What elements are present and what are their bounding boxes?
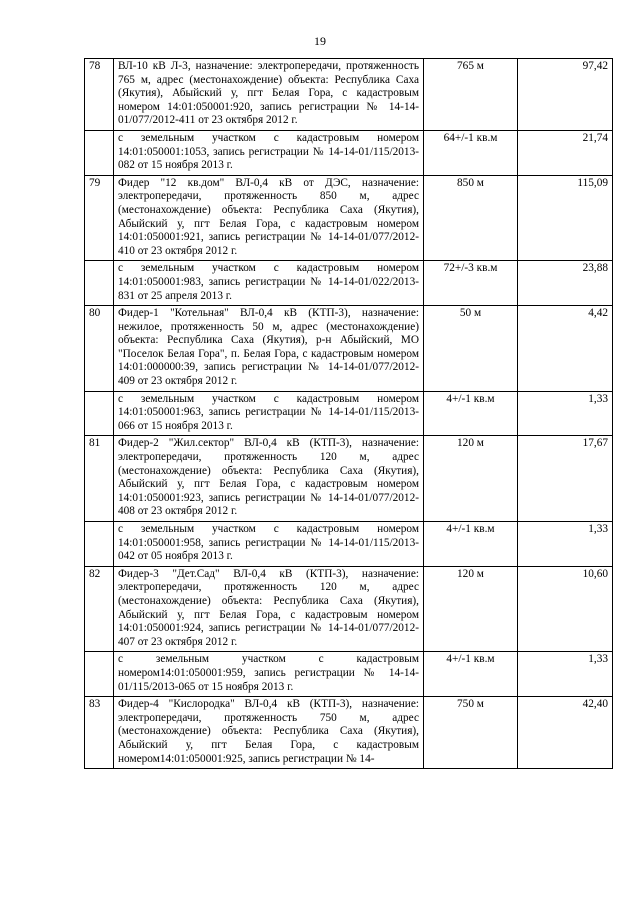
row-number: 81: [85, 436, 114, 522]
object-value: 17,67: [518, 436, 613, 522]
table-row: [85, 391, 613, 436]
land-plot-value: 23,88: [518, 261, 613, 306]
land-plot-size: 4+/-1 кв.м: [424, 652, 518, 697]
row-number: 82: [85, 566, 114, 652]
table-row: [85, 566, 613, 652]
land-plot-description: с земельным участком с кадастровым номером14:01:050001:959, запись регистрации № 14-14-01/115/2013-065 от 15 ноября 2013 г.: [114, 652, 424, 697]
object-description: Фидер-3 "Дет.Сад" ВЛ-0,4 кВ (КТП-3), назначение: электропередачи, протяженность 120 м, адрес (местонахождение) объекта: Республика Саха (Якутия), Абыйский у, пгт Белая Гора, с кадастровым номером 14:01:050001:924, запись регистрации № 14-14-01/077/2012-407 от 23 октября 2012 г.: [114, 566, 424, 652]
land-plot-value: 1,33: [518, 391, 613, 436]
object-description: Фидер-1 "Котельная" ВЛ-0,4 кВ (КТП-3), назначение: нежилое, протяженность 50 м, адрес (местонахождение) объекта: Республика Саха (Якутия), р-н Абыйский, МО "Поселок Белая Гора", п. Белая Гора, с кадастровым номером 14:01:000000:39, запись регистрации № 14-14-01/077/2012-409 от 23 октября 2012 г.: [114, 306, 424, 392]
table-row: [85, 261, 613, 306]
object-description: Фидер-2 "Жил.сектор" ВЛ-0,4 кВ (КТП-3), назначение: электропередачи, протяженность 120 м, адрес (местонахождение) объекта: Республика Саха (Якутия), Абыйский у, пгт Белая Гора, с кадастровым номером 14:01:050001:923, запись регистрации № 14-14-01/077/2012-408 от 23 октября 2012 г.: [114, 436, 424, 522]
object-size: 50 м: [424, 306, 518, 392]
object-description: Фидер-4 "Кислородка" ВЛ-0,4 кВ (КТП-3), назначение: электропередачи, протяженность 750 м, адрес (местонахождение) объекта: Республика Саха (Якутия), Абыйский у, пгт Белая Гора, с кадастровым номером14:01:050001:925, запись регистрации № 14-: [114, 697, 424, 769]
table-row: [85, 697, 613, 769]
object-description: ВЛ-10 кВ Л-3, назначение: электропередачи, протяженность 765 м, адрес (местонахождение) объекта: Республика Саха (Якутия), Абыйский у, пгт Белая Гора, с кадастровым номером 14:01:050001:920, запись регистрации № 14-14-01/077/2012-411 от 23 октября 2012 г.: [114, 59, 424, 131]
table-row: [85, 59, 613, 131]
row-number: [85, 261, 114, 306]
table-row: [85, 652, 613, 697]
object-value: 4,42: [518, 306, 613, 392]
table-row: [85, 175, 613, 261]
row-number: 78: [85, 59, 114, 131]
land-plot-size: 4+/-1 кв.м: [424, 391, 518, 436]
row-number: [85, 652, 114, 697]
land-plot-value: 1,33: [518, 522, 613, 567]
land-plot-size: 64+/-1 кв.м: [424, 130, 518, 175]
object-size: 850 м: [424, 175, 518, 261]
land-plot-size: 4+/-1 кв.м: [424, 522, 518, 567]
object-value: 115,09: [518, 175, 613, 261]
object-size: 120 м: [424, 436, 518, 522]
land-plot-description: с земельным участком с кадастровым номером 14:01:050001:958, запись регистрации № 14-14-01/115/2013-042 от 05 ноября 2013 г.: [114, 522, 424, 567]
row-number: 79: [85, 175, 114, 261]
table-row: [85, 130, 613, 175]
object-value: 97,42: [518, 59, 613, 131]
land-plot-description: с земельным участком с кадастровым номером 14:01:050001:963, запись регистрации № 14-14-01/115/2013-066 от 15 ноября 2013 г.: [114, 391, 424, 436]
object-size: 120 м: [424, 566, 518, 652]
row-number: 80: [85, 306, 114, 392]
land-plot-value: 21,74: [518, 130, 613, 175]
table-row: [85, 306, 613, 392]
row-number: [85, 391, 114, 436]
row-number: 83: [85, 697, 114, 769]
object-description: Фидер "12 кв.дом" ВЛ-0,4 кВ от ДЭС, назначение: электропередачи, протяженность 850 м, адрес (местонахождение) объекта: Республика Саха (Якутия), Абыйский у, пгт Белая Гора, с кадастровым номером 14:01:050001:921, запись регистрации № 14-14-01/077/2012-410 от 23 октября 2012 г.: [114, 175, 424, 261]
table-row: [85, 522, 613, 567]
page-number: 19: [314, 34, 326, 48]
object-size: 765 м: [424, 59, 518, 131]
row-number: [85, 522, 114, 567]
table-row: [85, 436, 613, 522]
property-registry-table: [84, 58, 613, 769]
object-size: 750 м: [424, 697, 518, 769]
land-plot-size: 72+/-3 кв.м: [424, 261, 518, 306]
object-value: 10,60: [518, 566, 613, 652]
land-plot-description: с земельным участком с кадастровым номером 14:01:050001:1053, запись регистрации № 14-14-01/115/2013-082 от 15 ноября 2013 г.: [114, 130, 424, 175]
object-value: 42,40: [518, 697, 613, 769]
row-number: [85, 130, 114, 175]
land-plot-value: 1,33: [518, 652, 613, 697]
land-plot-description: с земельным участком с кадастровым номером 14:01:050001:983, запись регистрации № 14-14-01/022/2013-831 от 25 апреля 2013 г.: [114, 261, 424, 306]
